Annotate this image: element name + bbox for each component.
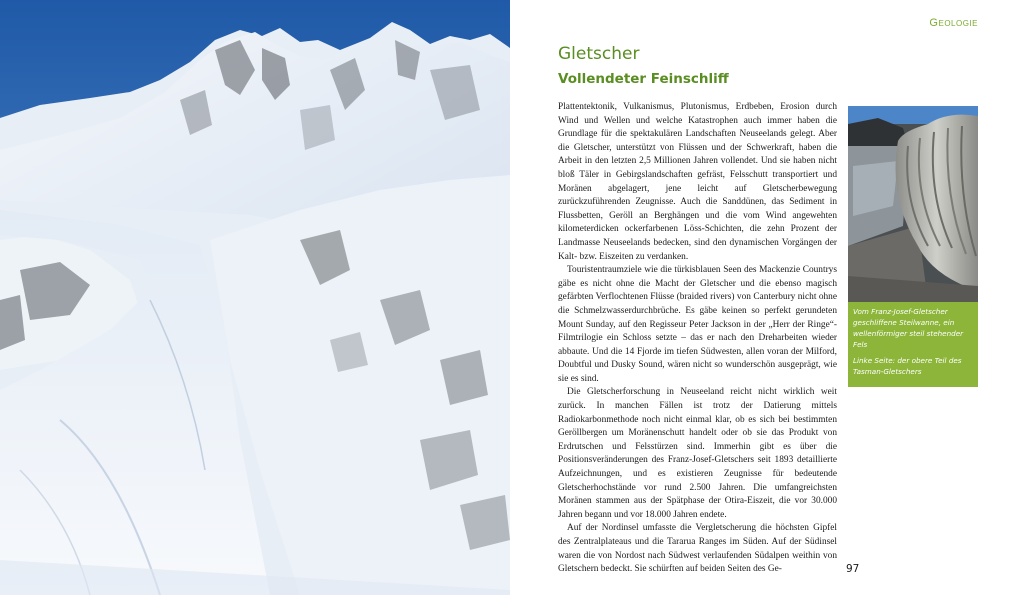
section-label: Geologie xyxy=(929,17,978,29)
paragraph: Plattentektonik, Vulkanismus, Plutonismus, Erdbeben, Erosion durch Wind und Wellen und welche Katastrophen auch immer haben die Grundlage für die spektakulären Landschaften Neuseelands gelegt. Aber die Gletscher, unterstützt von Flüssen und der Schwerkraft, haben die Arbeit in den letzten 2,5 Millionen Jahren vollendet. Und sie haben nicht bloß Täler in Gebirgslandschaften gefräst, Felsschutt transportiert und Moränen abgelagert, jene leicht auf Gletscherbewegung zurückzuführenden Zeugnisse. Auch die Sanddünen, das Sediment in Flussbetten, Geröll an Berghängen und die vom Wind angewehten kilometerdicken ockerfarbenen Löss-Schichten, die zehn Prozent der Landmasse Neuseelands bedecken, sind den dynamischen Vorgängen der Kalt- bzw. Eiszeiten zu verdanken. xyxy=(558,102,837,262)
rock-wall-photo xyxy=(848,106,978,302)
page-number: 97 xyxy=(846,563,860,575)
photo-caption xyxy=(848,302,978,387)
page-title: Gletscher xyxy=(558,44,640,64)
body-text xyxy=(558,101,837,577)
paragraph: Auf der Nordinsel umfasste die Vergletscherung die höchsten Gipfel des Zentralplateaus und die Tararua Ranges im Süden. Auf der Südinsel waren die von Nordost nach Südwest verlaufenden Südalpen weithin von Gletschern bedeckt. Sie schürften auf beiden Seiten des Ge- xyxy=(558,523,837,575)
paragraph: Touristentraumziele wie die türkisblauen Seen des Mackenzie Countrys gäbe es nicht ohne die Macht der Gletscher und die ebenso magisch gefärbten Verflochtenen Flüsse (braided rivers) von Canterbury nicht ohne die Schmelzwasserdurchbrüche. Es gäbe keinen so perfekt gerundeten Mount Sunday, auf den Regisseur Peter Jackson in der „Herr der Ringe“-Filmtrilogie ein Schloss setzte – das er nach den Dreharbeiten wieder abbaute. Und die 14 Fjorde im tiefen Südwesten, allen voran der Milford, Doubtful und Dusky Sound, wären nicht so wunderschön ausgeprägt, wie sie es sind. xyxy=(558,265,837,384)
paragraph: Die Gletscherforschung in Neuseeland reicht nicht wirklich weit zurück. In manchen Fällen ist trotz der Datierung mittels Radiokarbonmethode noch nicht einmal klar, ob es sich bei bestimmten Geröllbergen um Moränenschutt handelt oder ob sie das Produkt von Erdrutschen und Felsstürzen sind. Immerhin gibt es über die Positionsveränderungen des Franz-Josef-Gletschers seit 1893 detaillierte Aufzeichnungen, und es existieren Zeugnisse für bedeutende Gletscherhochstände vor rund 2.500 Jahren. Die umfangreichsten Moränen stammen aus der Spätphase der Otira-Eiszeit, die vor 30.000 Jahren begann und vor 18.000 Jahren endete. xyxy=(558,387,837,520)
caption-line: Linke Seite: der obere Teil des Tasman-Gletschers xyxy=(853,356,962,376)
caption-line: Vom Franz-Josef-Gletscher geschliffene Steilwanne, ein wellenförmiger steil stehender Fels xyxy=(853,307,964,349)
page-subtitle: Vollendeter Feinschliff xyxy=(558,71,729,87)
right-page xyxy=(510,0,1020,595)
